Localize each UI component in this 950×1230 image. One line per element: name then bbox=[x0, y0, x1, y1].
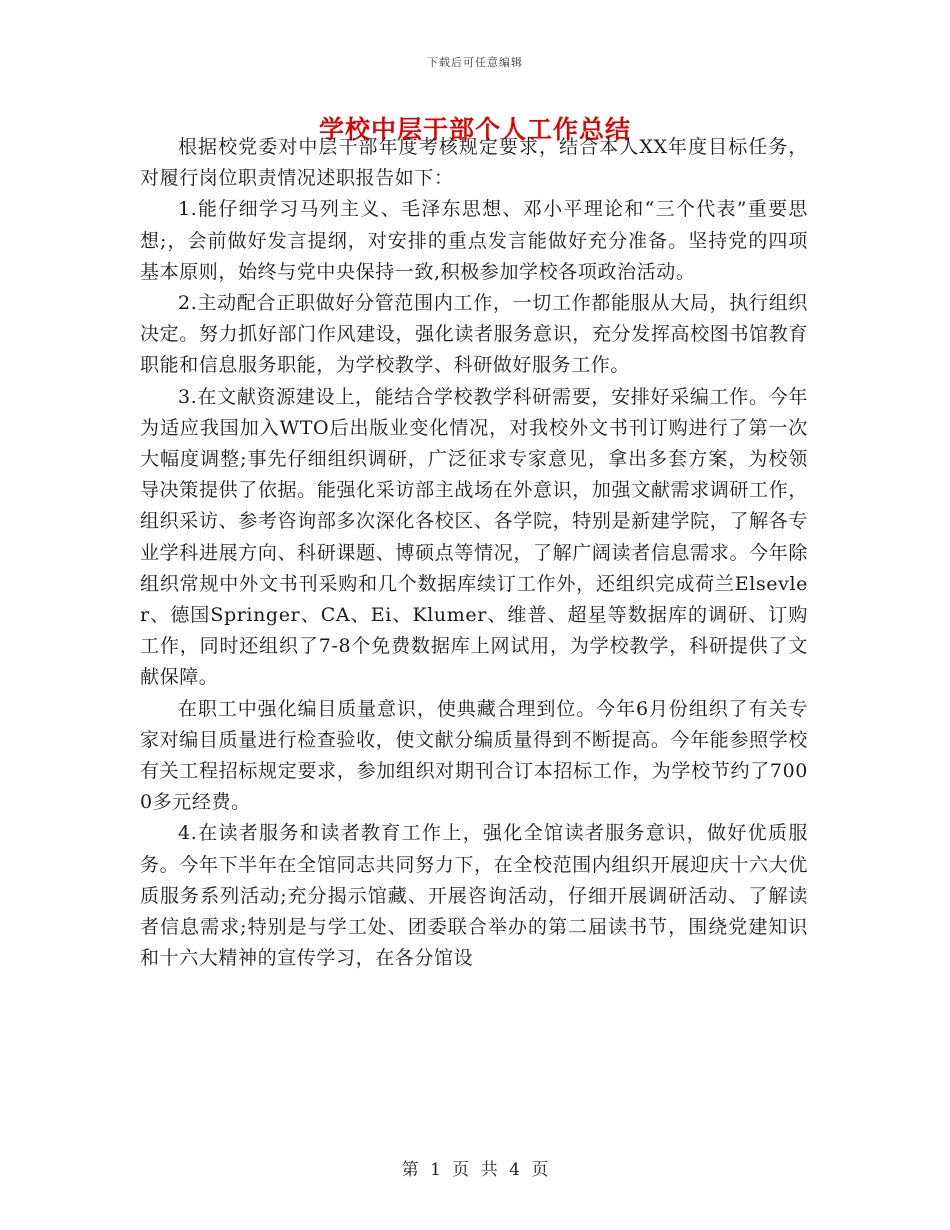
paragraph-4: 4.在读者服务和读者教育工作上，强化全馆读者服务意识，做好优质服务。今年下半年在全馆同志共同努力下，在全校范围内组织开展迎庆十六大优质服务系列活动;充分揭示馆藏、开展咨询活动，仔细开展调研活动、了解读者信息需求;特别是与学工处、团委联合举办的第二届读书节，围绕党建知识和十六大精神的宣传学习，在各分馆设 bbox=[140, 822, 808, 970]
paragraph-3-cont: 在职工中强化编目质量意识，使典藏合理到位。今年6月份组织了有关专家对编目质量进行检查验收，使文献分编质量得到不断提高。今年能参照学校有关工程招标规定要求，参加组织对期刊合订本招标工作，为学校节约了7000多元经费。 bbox=[140, 697, 808, 814]
document-body bbox=[140, 132, 808, 974]
page-number: 第 1 页 共 4 页 bbox=[401, 1160, 549, 1180]
paragraph-intro: 根据校党委对中层干部年度考核规定要求，结合本人XX年度目标任务，对履行岗位职责情况述职报告如下： bbox=[140, 136, 808, 190]
paragraph-3: 3.在文献资源建设上，能结合学校教学科研需要，安排好采编工作。今年为适应我国加入WTO后出版业变化情况，对我校外文书刊订购进行了第一次大幅度调整;事先仔细组织调研，广泛征求专家意见，拿出多套方案，为校领导决策提供了依据。能强化采访部主战场在外意识，加强文献需求调研工作，组织采访、参考咨询部多次深化各校区、各学院，特别是新建学院，了解各专业学科进展方向、科研课题、博硕点等情况，了解广阔读者信息需求。今年除组织常规中外文书刊采购和几个数据库续订工作外，还组织完成荷兰Elsevler、德国Springer、CA、Ei、Klumer、维普、超星等数据库的调研、订购工作，同时还组织了7-8个免费数据库上网试用，为学校教学，科研提供了文献保障。 bbox=[140, 385, 808, 689]
document-title: 学校中层干部个人工作总结 bbox=[318, 115, 631, 144]
header-note: 下载后可任意编辑 bbox=[427, 56, 523, 69]
paragraph-1: 1.能仔细学习马列主义、毛泽东思想、邓小平理论和“三个代表”重要思想;，会前做好发言提纲，对安排的重点发言能做好充分准备。坚持党的四项基本原则，始终与党中央保持一致,积极参加学校各项政治活动。 bbox=[140, 198, 808, 283]
paragraph-2: 2.主动配合正职做好分管范围内工作，一切工作都能服从大局，执行组织决定。努力抓好部门作风建设，强化读者服务意识，充分发挥高校图书馆教育职能和信息服务职能，为学校教学、科研做好服务工作。 bbox=[140, 292, 808, 377]
